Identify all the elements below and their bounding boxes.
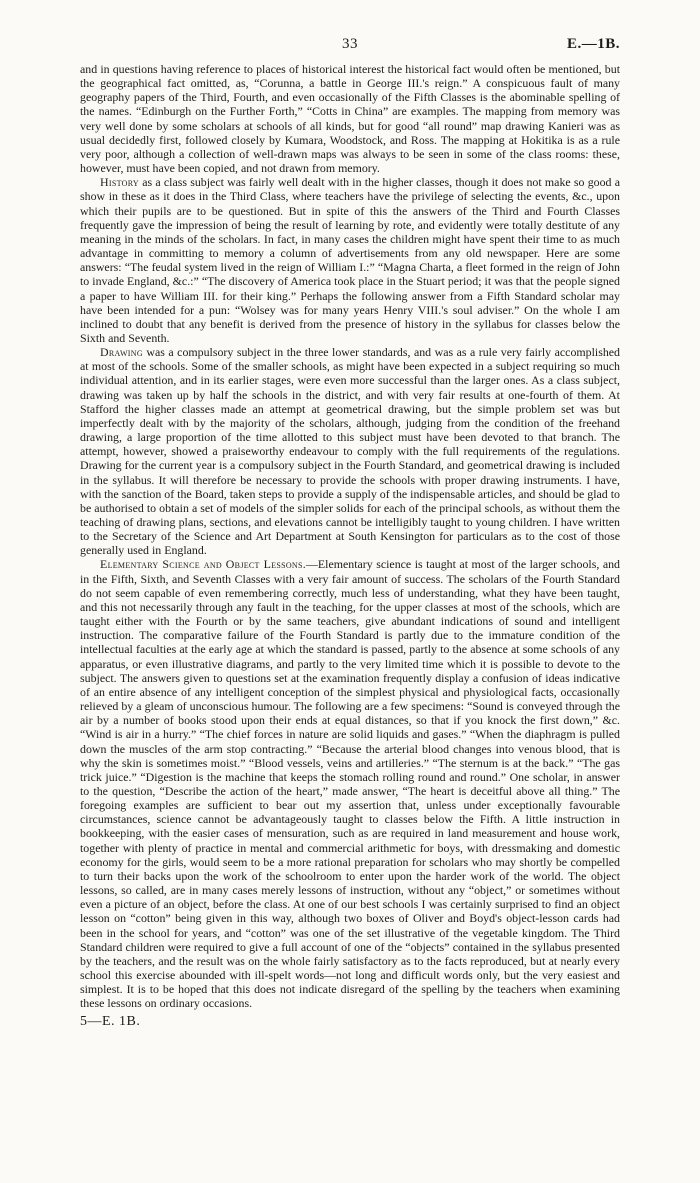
- paragraph-text: and in questions having reference to places of historical interest the historical fact would often be mentioned, but the geographical fact omitted, as, “Corunna, a battle in George III.'s reign.” A conspicuous fault of many geography papers of the Third, Fourth, and even occasionally of the Fifth Classes is the abominable spelling of the names. “Edinburgh on the Further Forth,” “Cotts in China” are examples. The mapping from memory was very well done by some scholars at schools of all kinds, but for good “all round” map drawing Kanieri was as usual decidedly first, followed closely by Kumara, Woodstock, and Ross. The mapping at Hokitika is as a rule very poor, although a collection of well-drawn maps was always to be seen in some of the class rooms: these, however, must have been copied, and not drawn from memory.: [80, 62, 620, 176]
- paragraph-text: as a class subject was fairly well dealt with in the higher classes, though it does not make so good a show in these as it does in the Third Class, where teachers have the privilege of selecting the events, &c., upon which their pupils are to be questioned. But in spite of this the answers of the Third and Fourth Classes frequently gave the impression of being the result of learning by rote, and evidently were totally destitute of any meaning in the minds of the scholars. In fact, in many cases the children might have spent their time to as much advantage in committing to memory a column of advertisements from any old newspaper. Here are some answers: “The feudal system lived in the reign of William I.:” “Magna Charta, a fleet formed in the reign of John to invade England, &c.:” “The discovery of America took place in the Stuart period; it was that the people signed a paper to have William III. for their king.” Perhaps the following answer from a Fifth Standard scholar may have been intended for a pun: “Wolsey was for many years Henry VIII.'s soul adviser.” On the whole I am inclined to doubt that any benefit is derived from the presence of history in the syllabus for classes below the Sixth and Seventh.: [80, 175, 620, 345]
- running-head: [80, 36, 620, 62]
- section-reference: E.—1B.: [566, 36, 620, 52]
- paragraph-text: —Elementary science is taught at most of the larger schools, and in the Fifth, Sixth, and Seventh Classes with a very fair amount of success. The scholars of the Fourth Standard do not seem capable of even remembering correctly, much less of understanding, what they have been taught, and this not necessarily through any fault in the teaching, for the upper classes at most of the schools, which are taught either with the Fourth or by the same teachers, give abundant indications of sound and intelligent instruction. The comparative failure of the Fourth Standard is partly due to the immature condition of the intellectual faculties at the early age at which the standard is passed, partly to the absence at some schools of any apparatus, or even illustrative diagrams, and partly to the very limited time which it is possible to devote to the subject. The answers given to questions set at the examination frequently display a confusion of ideas indicative of an entire absence of any intelligent conception of the simplest physical and physiological facts, occasionally relieved by a gleam of unconscious humour. The following are a few specimens: “Sound is conveyed through the air by a number of books stood upon their ends at equal distances, so that if you knock the first down,” &c. “Wind is air in a hurry.” “The chief forces in nature are solid liquids and gases.” “When the diaphragm is pulled down the muscles of the arm stop contracting.” “Because the arterial blood changes into venous blood, that is why the skin is sometimes moist.” “Blood vessels, veins and artilleries.” “The sternum is at the back.” “The gas trick juice.” “Digestion is the machine that keeps the stomach rolling round and round.” One scholar, in answer to the question, “Describe the action of the heart,” made answer, “The heart is deceitful above all thing.” The foregoing examples are sufficient to bear out my assertion that, unless under exceptionally favourable circumstances, science cannot be advantageously taught to classes below the Fifth. A little instruction in bookkeeping, with the easier cases of mensuration, such as are required in land measurement and house work, together with plenty of practice in mental and commercial arithmetic for boys, with dressmaking and domestic economy for the girls, would seem to be a more rational preparation for scholars who may shortly be compelled to turn their backs upon the work of the schoolroom to enter upon the harder work of the world. The object lessons, so called, are in many cases merely lessons of instruction, without any “object,” or sometimes without even a picture of an object, before the class. At one of our best schools I was certainly surprised to find an object lesson on “cotton” being given in this way, although two boxes of Oliver and Boyd's object-lesson cards had been in the school for years, and “cotton” was one of the set illustrative of the vegetable kingdom. The Third Standard children were required to give a full account of one of the “objects” contained in the syllabus presented by the teachers, and the result was on the whole fairly satisfactory as to the facts reproduced, but at nearly every school this exercise abounded with ill-spelt words—not long and difficult words only, but the very easiest and simplest. It is to be hoped that this does not indicate disregard of the spelling by the teachers when examining these lessons on ordinary occasions.: [80, 557, 620, 1011]
- paragraph-text: was a compulsory subject in the three lower standards, and was as a rule very fairly accomplished at most of the schools. Some of the smaller schools, as might have been expected in a subject requiring so much individual attention, and in its earlier stages, were even more successful than the larger ones. As a class subject, drawing was taken up by half the schools in the district, and with very fair results at one-fourth of them. At Stafford the higher classes made an attempt at geometrical drawing, but the simple problem set was but imperfectly dealt with by the majority of the scholars, although, judging from the condition of the freehand drawing, a large proportion of the time allotted to this subject must have been devoted to that branch. The attempt, however, showed a praiseworthy endeavour to comply with the full requirements of the regulations. Drawing for the current year is a compulsory subject in the Fourth Standard, and geometrical drawing is included in the syllabus. It will therefore be necessary to provide the schools with proper drawing instruments. I have, with the sanction of the Board, taken steps to provide a supply of the indispensable articles, and should be glad to be authorised to obtain a set of models of the simpler solids for each of the principal schools, as without them the teaching of drawing plans, sections, and elevations cannot be intelligibly taught to young children. I have written to the Secretary of the Science and Art Department at South Kensington for particulars as to the cost of those generally used in England.: [80, 345, 620, 558]
- paragraph-history: [80, 175, 620, 345]
- document-page: [80, 36, 620, 1030]
- body-text: [80, 62, 620, 1010]
- paragraph-lead: Drawing: [100, 345, 143, 360]
- page-number: 33: [342, 36, 358, 52]
- paragraph-drawing: [80, 345, 620, 557]
- paragraph-elementary-science: [80, 557, 620, 1010]
- sheet-signature: 5—E. 1B.: [80, 1014, 141, 1030]
- paragraph-lead: History: [100, 175, 139, 190]
- paragraph-lead: Elementary Science and Object Lessons.: [100, 557, 306, 572]
- paragraph-geography-continued: [80, 62, 620, 175]
